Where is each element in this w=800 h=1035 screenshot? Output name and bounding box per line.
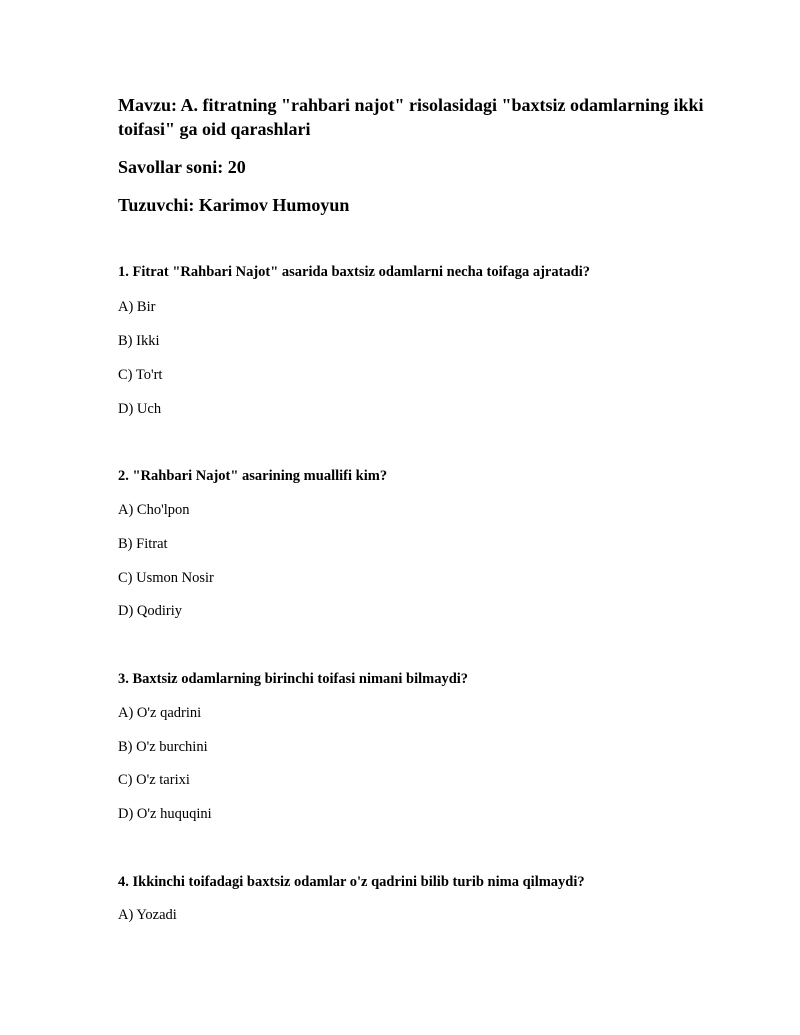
question-2-option-a: A) Cho'lpon — [118, 502, 190, 518]
question-2-option-d: D) Qodiriy — [118, 603, 183, 619]
question-1-option-a: A) Bir — [118, 299, 156, 315]
question-3-option-c: C) O'z tarixi — [118, 772, 190, 788]
question-3-text: 3. Baxtsiz odamlarning birinchi toifasi nimani bilmaydi? — [118, 671, 469, 687]
question-2-text: 2. "Rahbari Najot" asarining muallifi kim? — [118, 468, 388, 484]
question-4-option-a: A) Yozadi — [118, 907, 177, 923]
question-2-option-c: C) Usmon Nosir — [118, 570, 214, 586]
question-3-option-a: A) O'z qadrini — [118, 705, 202, 721]
question-1-option-c: C) To'rt — [118, 367, 163, 383]
document-title: Mavzu: A. fitratning "rahbari najot" risolasidagi "baxtsiz odamlarning ikki toifasi" ga oid qarashlari — [118, 95, 704, 139]
question-3-option-d: D) O'z huquqini — [118, 806, 212, 822]
question-count: Savollar soni: 20 — [118, 157, 246, 177]
question-1-text: 1. Fitrat "Rahbari Najot" asarida baxtsiz odamlarni necha toifaga ajratadi? — [118, 264, 591, 280]
question-3-option-b: B) O'z burchini — [118, 739, 208, 755]
question-4-text: 4. Ikkinchi toifadagi baxtsiz odamlar o'z qadrini bilib turib nima qilmaydi? — [118, 874, 585, 890]
question-1-option-d: D) Uch — [118, 401, 162, 417]
author-line: Tuzuvchi: Karimov Humoyun — [118, 195, 350, 215]
question-1-option-b: B) Ikki — [118, 333, 160, 349]
question-2-option-b: B) Fitrat — [118, 536, 168, 552]
